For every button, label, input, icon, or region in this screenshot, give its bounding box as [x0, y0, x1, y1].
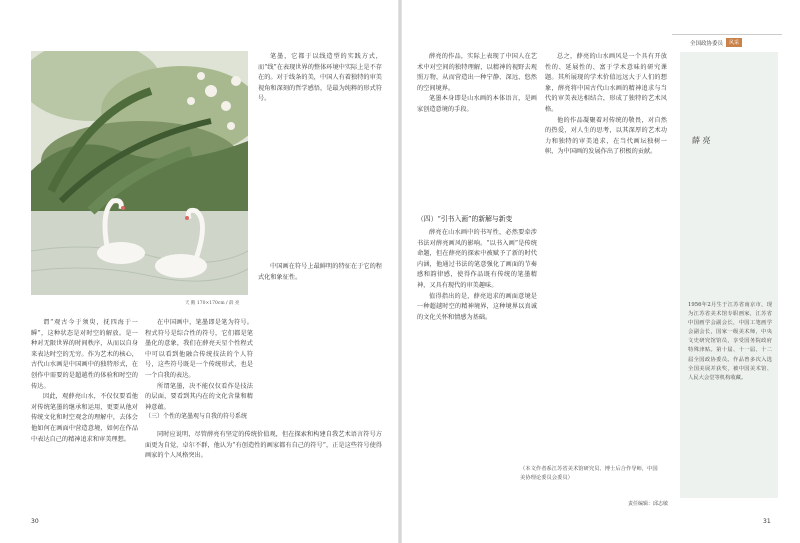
artist-name: 薛 亮: [692, 136, 711, 145]
header-tag: 风采: [726, 38, 742, 47]
section-heading-4: （四）“引书入画”的新解与新变: [417, 215, 513, 223]
paragraph: 同时应说明，尽管薛亮有坚定的传统价值观，但在探索和构建自我艺术语言符号方面更为自觉，卓尔不群，他认为“有创造性的画家都有自己的符号”，正是这些符号使得画家的个人风格突出。: [145, 431, 382, 460]
left-column-b-top: [258, 52, 382, 257]
left-column-c-top: [258, 262, 382, 412]
paragraph: 所谓笔墨，决不能仅仅看作是技法的层面，要看到其内在的文化含量和精神意蕴。: [145, 382, 253, 411]
swan-painting: [31, 51, 248, 295]
paragraph: 他的作品凝聚着对传统的敬畏，对自然的热爱，对人生的思考，以其深厚的艺术功力和独特的审美追求，在当代画坛独树一帜，为中国画的发展作出了积极的贡献。: [545, 116, 667, 156]
paragraph: 中国画在符号上最鲜明的特征在于它的程式化和象征性。: [258, 263, 382, 281]
right-column-a: [417, 52, 537, 207]
paragraph: 总之，薛亮的山水画风是一个具有开放性的、延展性的、富于学术意味的研究课题。其所展现的学术价值远远大于人们的想象，薛亮将中国古代山水画的精神追求与当代的审美表达相结合，形成了独特的艺术风格。: [545, 53, 667, 113]
left-column-a: [31, 318, 138, 508]
paragraph: 因此，观薛亮山水，不仅仅要看他对传统笔墨的继承和运用，更要从他对传统文化和时空观念的理解中，去体会他如何在画面中营造意境，如何在作品中表达自己的精神追求和审美理想。: [31, 393, 138, 443]
artist-sidebar: [680, 52, 778, 498]
paragraph: 笔墨本身即是山水画的本体语言，是画家创造意境的手段。: [417, 95, 537, 113]
artist-bio: 1956年2月生于江苏省南京市，现为江苏省美术馆专职画家，江苏省中国画学会副会长，中国工笔画学会副会长，国家一级美术师，中央文史研究馆馆员，享受国务院政府特殊津贴。第十届、十一届、十二届全国政协委员。作品曾多次入选全国美展并获奖，被中国美术馆、人民大会堂等机构收藏。: [688, 302, 772, 381]
section-heading-3: （三）个性的笔墨观与自我的符号系统: [145, 413, 248, 420]
page-number-right: 31: [763, 518, 771, 525]
header-rule: [672, 34, 782, 35]
editor-credit: 责任编辑：邱志敏: [628, 501, 669, 507]
running-header: [690, 38, 742, 47]
book-gutter: [398, 0, 402, 543]
header-title: 全国政协委员: [690, 40, 724, 47]
page-number-left: 30: [31, 518, 39, 525]
paragraph: 值得指出的是，薛亮追求的画面意境是一种超越时空的精神境界，这种境界以真诚的文化关怀和情感为基础。: [417, 292, 537, 321]
paragraph: 谓“观古今于须臾，抚四海于一瞬”，这种状态是对时空的解放。是一种对无限世界的时间秩序，从而以自身来表达时空的无穷。作为艺术的核心，古代山水画是中国画中的独特形式，在创作中需要的是超越性的体验和时空的传达。: [31, 319, 138, 390]
author-note: （本文作者系江苏省美术馆研究员、博士后合作导师，中国美协理论委员会委员）: [520, 466, 658, 482]
right-column-b: [417, 228, 537, 508]
painting-caption: 天 鹅 170×170cm / 薛 亮: [185, 301, 240, 306]
paragraph: 在中国画中，笔墨即是笔为符号。程式符号是综合性的符号，它们都是笔墨化的意象，我们在薛亮天星个性程式中可以看到他融合传统技法的个人符号，这些符号既是一个传统形式，也是一个自我的表达。: [145, 319, 253, 379]
paragraph: 笔墨，它都于以线造型的实践方式，而“线”在表现世界的整体环境中实际上是不存在的。对于线条的美，中国人有着独特的审美视角和深刻的哲学感悟，是最为纯粹的形式符号。: [258, 53, 382, 103]
painting-illustration: [31, 51, 248, 295]
paragraph: 薛亮在山水画中的书写性，必然要牵涉书法对薛亮画风的影响。“以书入画”是传统命题，但在薛亮的探索中被赋予了新的时代内涵，他通过书法的笔意强化了画面的节奏感和韵律感，使得作品既有传统的笔墨精神，又具有现代的审美趣味。: [417, 229, 537, 289]
left-column-c: [145, 430, 382, 508]
paragraph: 薛亮的作品，实际上表现了中国人在艺术中对空间的独特理解，以精神的视野去观照万物，从而营造出一种宁静、深远、悠然的空间境界。: [417, 53, 537, 92]
right-column-c: [545, 52, 667, 460]
